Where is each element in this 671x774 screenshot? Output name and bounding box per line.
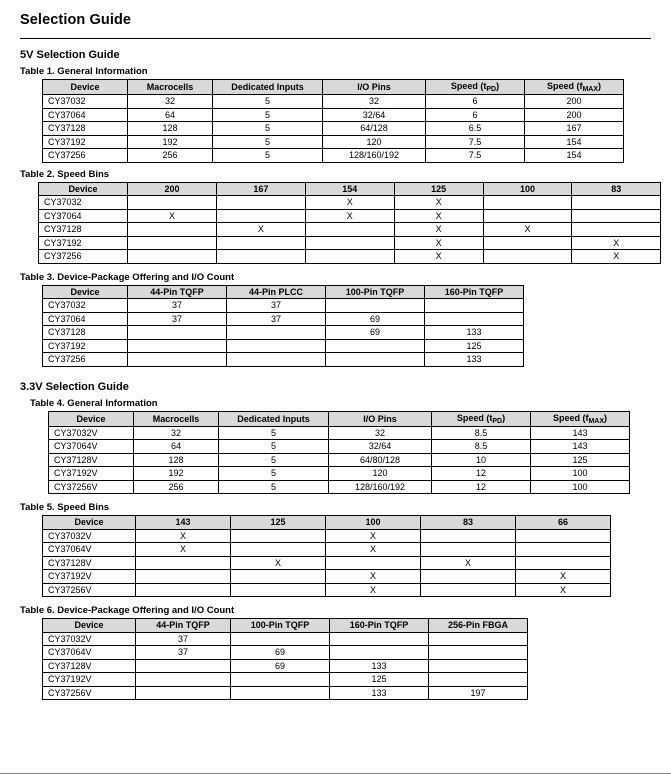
table-row: CY37064 X X X bbox=[39, 209, 661, 223]
table-header-row bbox=[43, 516, 611, 530]
table-row: CY37128 X X X bbox=[39, 223, 661, 237]
table-row: CY37064V 37 69 bbox=[43, 646, 528, 660]
title-divider bbox=[20, 38, 651, 39]
table-speed-bins-3v3 bbox=[42, 515, 611, 597]
table-row: CY37128V X X bbox=[43, 556, 611, 570]
section-heading-5v: 5V Selection Guide bbox=[20, 49, 120, 61]
section-heading-3v3: 3.3V Selection Guide bbox=[20, 380, 129, 393]
page-title: Selection Guide bbox=[20, 12, 132, 28]
col-100: 100 bbox=[326, 516, 421, 530]
table4-body bbox=[49, 426, 630, 494]
col-200: 200 bbox=[128, 182, 217, 196]
table-header-row bbox=[43, 619, 528, 633]
table-device-package-5v bbox=[42, 285, 524, 367]
table-row: CY37256V 256 5 128/160/192 12 100 bbox=[49, 480, 630, 494]
table3-body bbox=[43, 299, 524, 367]
table-row: CY37064V 64 5 32/64 8.5 143 bbox=[49, 440, 630, 454]
table4-caption: Table 4. General Information bbox=[30, 397, 158, 409]
table-row: CY37128 128 5 64/128 6.5 167 bbox=[43, 122, 624, 136]
table-header-row bbox=[43, 80, 624, 95]
col-io-pins: I/O Pins bbox=[323, 80, 426, 95]
table-row: CY37192 X X bbox=[39, 236, 661, 250]
col-io-pins: I/O Pins bbox=[329, 411, 432, 426]
table-row: CY37192 125 bbox=[43, 339, 524, 353]
col-256-pin-fbga: 256-Pin FBGA bbox=[429, 619, 528, 633]
table-row: CY37032V 32 5 32 8.5 143 bbox=[49, 426, 630, 440]
col-device: Device bbox=[43, 619, 136, 633]
table-row: CY37256 X X bbox=[39, 250, 661, 264]
table-row: CY37064 64 5 32/64 6 200 bbox=[43, 108, 624, 122]
table1-caption: Table 1. General Information bbox=[20, 66, 148, 77]
col-device: Device bbox=[43, 80, 128, 95]
col-device: Device bbox=[43, 516, 136, 530]
col-160-pin-tqfp: 160-Pin TQFP bbox=[330, 619, 429, 633]
table-row: CY37032V 37 bbox=[43, 632, 528, 646]
col-66: 66 bbox=[516, 516, 611, 530]
col-100-pin-tqfp: 100-Pin TQFP bbox=[326, 285, 425, 299]
table2-body bbox=[39, 196, 661, 264]
table5-caption: Table 5. Speed Bins bbox=[20, 502, 110, 513]
col-speed-tpd: Speed $(t_{PD})$ bbox=[432, 411, 531, 426]
table-row: CY37032V X X bbox=[43, 529, 611, 543]
col-device: Device bbox=[39, 182, 128, 196]
table-row: CY37192 192 5 120 7.5 154 bbox=[43, 135, 624, 149]
table-row: CY37032 32 5 32 6 200 bbox=[43, 95, 624, 109]
col-44-pin-tqfp: 44-Pin TQFP bbox=[136, 619, 231, 633]
col-44-pin-tqfp: 44-Pin TQFP bbox=[128, 285, 227, 299]
col-125: 125 bbox=[394, 182, 483, 196]
table-general-information-5v bbox=[42, 79, 624, 163]
table3-caption: Table 3. Device-Package Offering and I/O Count bbox=[20, 271, 235, 283]
table-header-row bbox=[39, 182, 661, 196]
table-header-row bbox=[49, 411, 630, 426]
table-row: CY37192V X X bbox=[43, 570, 611, 584]
col-83: 83 bbox=[572, 182, 661, 196]
table6-caption: Table 6. Device-Package Offering and I/O Count bbox=[20, 605, 235, 616]
col-macrocells: Macrocells bbox=[128, 80, 213, 95]
table-row: CY37064V X X bbox=[43, 543, 611, 557]
col-83: 83 bbox=[421, 516, 516, 530]
col-154: 154 bbox=[305, 182, 394, 196]
table-row: CY37032 X X bbox=[39, 196, 661, 210]
col-macrocells: Macrocells bbox=[134, 411, 219, 426]
table-speed-bins-5v bbox=[38, 182, 661, 264]
col-143: 143 bbox=[136, 516, 231, 530]
col-dedicated-inputs: Dedicated Inputs bbox=[219, 411, 329, 426]
table1-body bbox=[43, 95, 624, 163]
col-160-pin-tqfp: 160-Pin TQFP bbox=[425, 285, 524, 299]
table-row: CY37128V 128 5 64/80/128 10 125 bbox=[49, 453, 630, 467]
col-device: Device bbox=[49, 411, 134, 426]
col-speed-fmax: Speed $(f_{MAX})$ bbox=[525, 80, 624, 95]
table6-body bbox=[43, 632, 528, 700]
col-125: 125 bbox=[231, 516, 326, 530]
col-100: 100 bbox=[483, 182, 572, 196]
table-row: CY37256 133 bbox=[43, 353, 524, 367]
table-row: CY37032 37 37 bbox=[43, 299, 524, 313]
table-row: CY37256V X X bbox=[43, 583, 611, 597]
table-row: CY37192V 125 bbox=[43, 673, 528, 687]
table5-body bbox=[43, 529, 611, 597]
col-device: Device bbox=[43, 285, 128, 299]
col-167: 167 bbox=[216, 182, 305, 196]
col-dedicated-inputs: Dedicated Inputs bbox=[213, 80, 323, 95]
table-general-information-3v3 bbox=[48, 411, 630, 495]
table-header-row bbox=[43, 285, 524, 299]
col-speed-fmax: Speed $(f_{MAX})$ bbox=[531, 411, 630, 426]
table-row: CY37128V 69 133 bbox=[43, 659, 528, 673]
col-speed-tpd: Speed $(t_{PD})$ bbox=[426, 80, 525, 95]
table-row: CY37064 37 37 69 bbox=[43, 312, 524, 326]
col-44-pin-plcc: 44-Pin PLCC bbox=[227, 285, 326, 299]
table-row: CY37256 256 5 128/160/192 7.5 154 bbox=[43, 149, 624, 163]
col-100-pin-tqfp: 100-Pin TQFP bbox=[231, 619, 330, 633]
table-row: CY37192V 192 5 120 12 100 bbox=[49, 467, 630, 481]
table-row: CY37128 69 133 bbox=[43, 326, 524, 340]
table-device-package-3v3 bbox=[42, 618, 528, 700]
table2-caption: Table 2. Speed Bins bbox=[20, 168, 110, 180]
table-row: CY37256V 133 197 bbox=[43, 686, 528, 700]
